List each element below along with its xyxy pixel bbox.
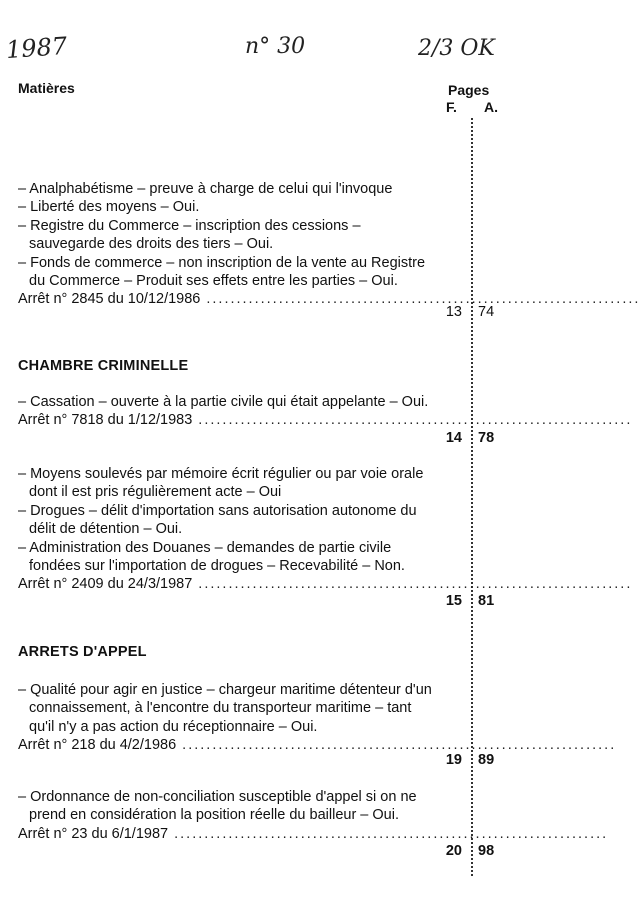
- arret-line: [18, 290, 640, 308]
- entry-item: – Liberté des moyens – Oui.: [18, 199, 200, 216]
- page-f: 20: [445, 843, 462, 859]
- leader-dots: ........................................................................: [198, 412, 633, 429]
- entry-item: – Registre du Commerce – inscription des cessions – sauvegarde des droits des tiers – Oui.: [18, 217, 361, 253]
- page-a: 78: [478, 430, 495, 446]
- page-a: 98: [478, 843, 495, 859]
- entry-4: [18, 681, 617, 755]
- entry-item: – Ordonnance de non-conciliation susceptible d'appel si on ne prend en considération la position réelle du bailleur – Oui.: [18, 789, 417, 824]
- entry-2: [18, 393, 633, 430]
- arret-ref: Arrêt n° 218 du 4/2/1986: [18, 737, 177, 754]
- entry-item: – Drogues – délit d'importation sans autorisation autonome du délit de détention – Oui.: [18, 502, 417, 538]
- page-f: 15: [445, 593, 462, 609]
- arret-ref: Arrêt n° 7818 du 1/12/1983: [18, 412, 193, 429]
- leader-dots: ........................................................................: [182, 737, 617, 754]
- entry-3: [18, 465, 633, 594]
- entry-item: – Administration des Douanes – demandes de partie civile fondées sur l'importation de drogues – Recevabilité – Non.: [18, 539, 405, 575]
- leader-dots: ........................................................................: [206, 291, 640, 308]
- handwritten-year: 1987: [5, 31, 68, 65]
- section-heading: CHAMBRE CRIMINELLE: [18, 358, 189, 374]
- arret-line: [18, 736, 617, 754]
- header-matieres: Matières: [18, 80, 75, 96]
- arret-ref: Arrêt n° 2409 du 24/3/1987: [18, 576, 193, 593]
- column-separator: [471, 118, 473, 876]
- arret-line: [18, 825, 609, 843]
- page-f: 14: [445, 430, 462, 446]
- header-col-f: F.: [446, 99, 457, 115]
- entry-item: – Analphabétisme – preuve à charge de celui qui l'invoque: [18, 181, 393, 197]
- page-a: 89: [478, 752, 495, 768]
- entry-5: [18, 788, 609, 843]
- arret-line: [18, 575, 633, 593]
- entry-item: – Fonds de commerce – non inscription de la vente au Registre du Commerce – Produit ses effets entre les parties – Oui.: [18, 254, 426, 290]
- handwritten-number: n° 30: [245, 34, 306, 59]
- leader-dots: ........................................................................: [174, 825, 609, 842]
- leader-dots: ........................................................................: [198, 576, 633, 593]
- section-heading: ARRETS D'APPEL: [18, 644, 147, 660]
- handwritten-check: 2/3 OK: [418, 36, 495, 61]
- entry-item: – Qualité pour agir en justice – chargeur maritime détenteur d'un connaissement, à l'encontre du transporteur maritime – tant qu'il n'y a pas action du réceptionnaire – Oui.: [18, 682, 432, 735]
- header-pages: Pages: [448, 82, 490, 98]
- page-f: 13: [445, 304, 462, 320]
- arret-ref: Arrêt n° 2845 du 10/12/1986: [18, 291, 201, 308]
- page-f: 19: [445, 752, 462, 768]
- header-col-a: A.: [484, 99, 498, 115]
- page-a: 81: [478, 593, 495, 609]
- entry-item: – Cassation – ouverte à la partie civile qui était appelante – Oui.: [18, 394, 429, 410]
- entry-1: [18, 180, 640, 309]
- arret-ref: Arrêt n° 23 du 6/1/1987: [18, 825, 169, 842]
- arret-line: [18, 411, 633, 429]
- page-a: 74: [478, 304, 495, 320]
- entry-item: – Moyens soulevés par mémoire écrit régulier ou par voie orale dont il est pris régulièrement acte – Oui: [18, 466, 424, 501]
